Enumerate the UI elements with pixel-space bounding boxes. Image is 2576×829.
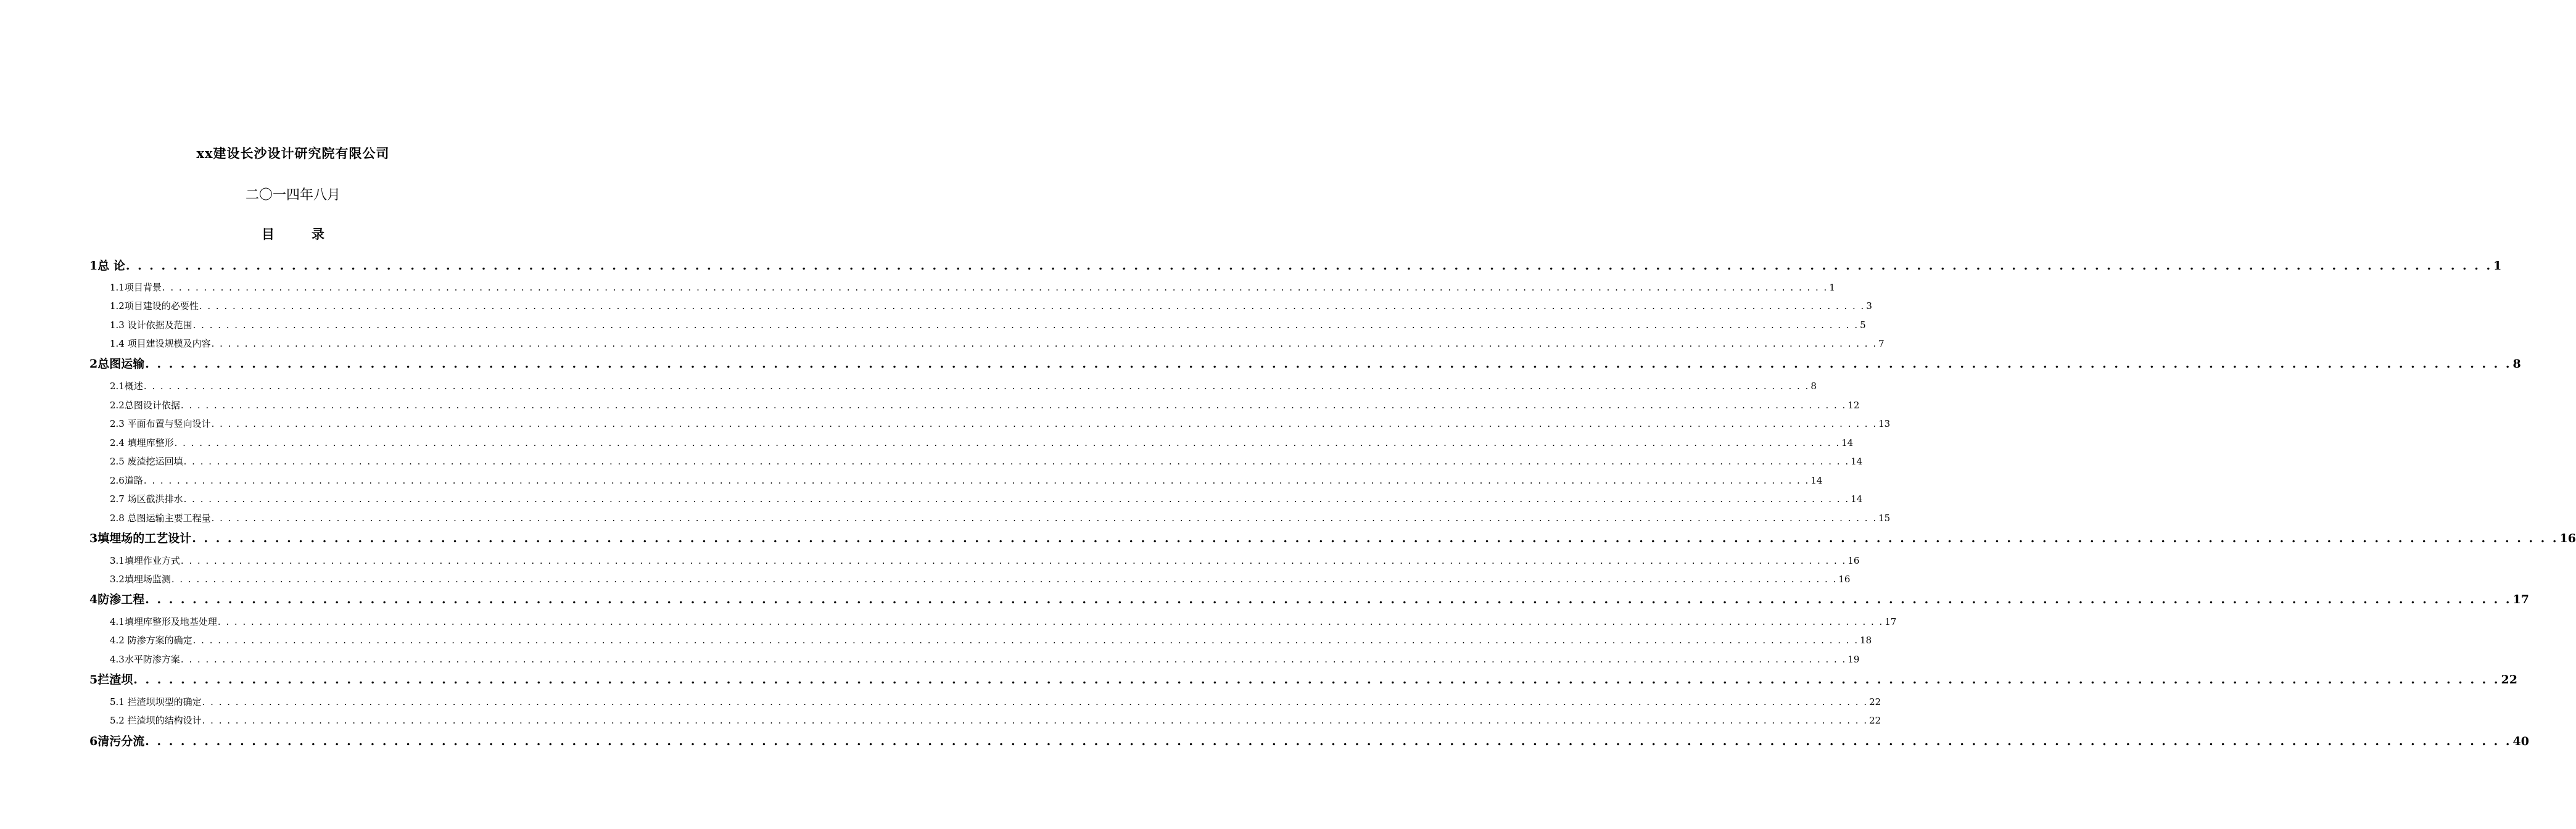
toc-section-entry[interactable] — [110, 511, 1891, 524]
report-date: 二〇一四年八月 — [245, 188, 341, 203]
toc-entry-page-number: 7 — [1878, 338, 1885, 349]
dot-leader: . . . . . . . . . . . . . . . . . . . . . . . . . . . . . . . . . . . . . . . . . . . . . . . . . . . . . . . . . . . . . . . . . . . . . . . . . . . . . . . . . . . . . . . . . . . . . . . . . . . . . . . . . . . . . . . . . . . . . . . . . . . . . . . . . . . . . . . . . . . . . . . . . . . . . . . . . . . . . . . . . . . . . . . . . . . . . . . . . . . . . . . . . . . . . . . . . . . . . . . . — [171, 574, 1838, 585]
toc-entry-page-number: 16 — [2559, 532, 2576, 545]
toc-entry-page-number: 22 — [1869, 696, 1881, 707]
dot-leader: . . . . . . . . . . . . . . . . . . . . . . . . . . . . . . . . . . . . . . . . . . . . . . . . . . . . . . . . . . . . . . . . . . . . . . . . . . . . . . . . . . . . . . . . . . . . . . . . . . . . . . . . . . . . . . . . . . . . . . . . . . . . . . . . . . . . . . . . . . . . . . . . . . . . . . . . . . . . . . . . . . . . . . . . . . . . . . . . . . . . . . . . . . . . . . . . . . . . . . . . — [217, 616, 1884, 627]
toc-chapter-entry[interactable] — [89, 355, 2521, 371]
toc-chapter-entry[interactable] — [89, 670, 2517, 687]
toc-section-entry[interactable] — [110, 379, 1817, 392]
toc-section-entry[interactable] — [110, 337, 1885, 350]
toc-entry-label: 4防渗工程 — [89, 593, 145, 606]
toc-entry-label: 1.4 项目建设规模及内容 — [110, 338, 211, 349]
toc-section-entry[interactable] — [110, 653, 1860, 666]
toc-title-right: 录 — [312, 226, 324, 242]
toc-entry-label: 3.2填埋场监测 — [110, 574, 171, 585]
dot-leader: . . . . . . . . . . . . . . . . . . . . . . . . . . . . . . . . . . . . . . . . . . . . . . . . . . . . . . . . . . . . . . . . . . . . . . . . . . . . . . . . . . . . . . . . . . . . . . . . . . . . . . . . . . . . . . . . . . . . . . . . . . . . . . . . . . . . . . . . . . . . . . . . . . . . . . . . . . . . . . . . . . . . . . . . . . . . . . . . . . . . . . . . . . . . . . . . . . . . . . . . — [211, 513, 1878, 524]
toc-entry-page-number: 16 — [1838, 574, 1851, 585]
dot-leader: . . . . . . . . . . . . . . . . . . . . . . . . . . . . . . . . . . . . . . . . . . . . . . . . . . . . . . . . . . . . . . . . . . . . . . . . . . . . . . . . . . . . . . . . . . . . . . . . . . . . . . . . . . . . . . . . . . . . . . . . . . . . . . . . . . . . . . . . . . . . . . . . . . . . . . . . . . . . . . . . . . . . . . . . . . . . . . . . . . . . . . . . . . . . . . . . . . . . . . . . — [180, 400, 1847, 411]
toc-chapter-entry[interactable] — [89, 529, 2576, 546]
toc-entry-page-number: 5 — [1860, 320, 1866, 331]
toc-section-entry[interactable] — [110, 417, 1891, 430]
toc-entry-page-number: 1 — [1829, 282, 1835, 293]
toc-entry-label: 6清污分流 — [89, 735, 145, 748]
toc-entry-label: 2.8 总图运输主要工程量 — [110, 513, 211, 524]
toc-entry-page-number: 14 — [1810, 475, 1823, 486]
toc-title — [0, 225, 586, 243]
dot-leader: . . . . . . . . . . . . . . . . . . . . . . . . . . . . . . . . . . . . . . . . . . . . . . . . . . . . . . . . . . . . . . . . . . . . . . . . . . . . . . . . . . . . . . . . . . . . . . . . . . . . . . . . . . . . . . . . . . . . . . . . . . . . . . . . . . . . . . . . . . . . . . . . . . . . . . . . . . . . . . . . . . . . . . . . . . . . . . . . . . . . . . . . . . . . . . . . . . . . . . . . — [143, 475, 1810, 486]
toc-section-entry[interactable] — [110, 398, 1860, 411]
toc-entry-page-number: 1 — [2493, 259, 2502, 273]
toc-entry-label: 3.1填埋作业方式 — [110, 555, 180, 566]
dot-leader: . . . . . . . . . . . . . . . . . . . . . . . . . . . . . . . . . . . . . . . . . . . . . . . . . . . . . . . . . . . . . . . . . . . . . . . . . . . . . . . . . . . . . . . . . . . . . . . . . . . . . . . . . . . . . . . . . . . . . . . . . . . . . . . . . . . . . . . . . . . . . . . . . . . . . . . . . . . . . . . . . . . . . . . . . . . . . . . . . . . . . . . . . . . . . . . . . . . . . . . . — [133, 673, 2500, 687]
toc-section-entry[interactable] — [110, 714, 1881, 727]
toc-entry-label: 5拦渣坝 — [89, 673, 133, 687]
toc-entry-label: 1总 论 — [89, 259, 125, 273]
toc-entry-page-number: 40 — [2512, 735, 2529, 748]
toc-entry-page-number: 18 — [1860, 635, 1872, 646]
toc-entry-label: 2.7 场区截洪排水 — [110, 493, 183, 505]
toc-entry-page-number: 15 — [1878, 513, 1891, 524]
dot-leader: . . . . . . . . . . . . . . . . . . . . . . . . . . . . . . . . . . . . . . . . . . . . . . . . . . . . . . . . . . . . . . . . . . . . . . . . . . . . . . . . . . . . . . . . . . . . . . . . . . . . . . . . . . . . . . . . . . . . . . . . . . . . . . . . . . . . . . . . . . . . . . . . . . . . . . . . . . . . . . . . . . . . . . . . . . . . . . . . . . . . . . . . . . . . . . . . . . . . . . . . — [180, 555, 1847, 566]
toc-entry-label: 4.3水平防渗方案 — [110, 654, 180, 665]
toc-entry-label: 4.1填埋库整形及地基处理 — [110, 616, 217, 627]
toc-entry-page-number: 19 — [1847, 654, 1860, 665]
toc-section-entry[interactable] — [110, 492, 1863, 505]
toc-entry-page-number: 13 — [1878, 418, 1891, 429]
toc-entry-page-number: 22 — [1869, 715, 1881, 726]
dot-leader: . . . . . . . . . . . . . . . . . . . . . . . . . . . . . . . . . . . . . . . . . . . . . . . . . . . . . . . . . . . . . . . . . . . . . . . . . . . . . . . . . . . . . . . . . . . . . . . . . . . . . . . . . . . . . . . . . . . . . . . . . . . . . . . . . . . . . . . . . . . . . . . . . . . . . . . . . . . . . . . . . . . . . . . . . . . . . . . . . . . . . . . . . . . . . . . . . . . . . . . . — [162, 282, 1828, 293]
toc-entry-page-number: 3 — [1866, 300, 1872, 311]
toc-entry-label: 2.2总图设计依据 — [110, 400, 180, 411]
toc-entry-label: 2.6道路 — [110, 475, 143, 486]
toc-entry-label: 4.2 防渗方案的确定 — [110, 635, 192, 646]
toc-section-entry[interactable] — [110, 455, 1863, 468]
toc-entry-page-number: 17 — [1885, 616, 1897, 627]
toc-entry-label: 1.1项目背景 — [110, 282, 162, 293]
toc-section-entry[interactable] — [110, 299, 1872, 312]
toc-chapter-entry[interactable] — [89, 590, 2529, 607]
toc-entry-page-number: 14 — [1851, 493, 1863, 505]
dot-leader: . . . . . . . . . . . . . . . . . . . . . . . . . . . . . . . . . . . . . . . . . . . . . . . . . . . . . . . . . . . . . . . . . . . . . . . . . . . . . . . . . . . . . . . . . . . . . . . . . . . . . . . . . . . . . . . . . . . . . . . . . . . . . . . . . . . . . . . . . . . . . . . . . . . . . . . . . . . . . . . . . . . . . . . . . . . . . . . . . . . . . . . . . . . . . . . . . . . . . . . . — [211, 338, 1878, 349]
dot-leader: . . . . . . . . . . . . . . . . . . . . . . . . . . . . . . . . . . . . . . . . . . . . . . . . . . . . . . . . . . . . . . . . . . . . . . . . . . . . . . . . . . . . . . . . . . . . . . . . . . . . . . . . . . . . . . . . . . . . . . . . . . . . . . . . . . . . . . . . . . . . . . . . . . . . . . . . . . . . . . . . . . . . . . . . . . . . . . . . . . . . . . . . . . . . . . . . . . . . . . . . — [174, 437, 1841, 448]
toc-section-entry[interactable] — [110, 281, 1835, 294]
toc-entry-label: 2.5 废渣挖运回填 — [110, 456, 183, 467]
toc-entry-label: 5.2 拦渣坝的结构设计 — [110, 715, 202, 726]
toc-chapter-entry[interactable] — [89, 257, 2502, 273]
toc-entry-label: 2.1概述 — [110, 381, 143, 392]
dot-leader: . . . . . . . . . . . . . . . . . . . . . . . . . . . . . . . . . . . . . . . . . . . . . . . . . . . . . . . . . . . . . . . . . . . . . . . . . . . . . . . . . . . . . . . . . . . . . . . . . . . . . . . . . . . . . . . . . . . . . . . . . . . . . . . . . . . . . . . . . . . . . . . . . . . . . . . . . . . . . . . . . . . . . . . . . . . . . . . . . . . . . . . . . . . . . . . . . . . . . . . . — [211, 418, 1878, 429]
toc-entry-page-number: 22 — [2501, 673, 2517, 687]
toc-entry-label: 2.4 填埋库整形 — [110, 437, 174, 448]
dot-leader: . . . . . . . . . . . . . . . . . . . . . . . . . . . . . . . . . . . . . . . . . . . . . . . . . . . . . . . . . . . . . . . . . . . . . . . . . . . . . . . . . . . . . . . . . . . . . . . . . . . . . . . . . . . . . . . . . . . . . . . . . . . . . . . . . . . . . . . . . . . . . . . . . . . . . . . . . . . . . . . . . . . . . . . . . . . . . . . . . . . . . . . . . . . . . . . . . . . . . . . . — [145, 357, 2512, 371]
toc-entry-label: 3填埋场的工艺设计 — [89, 532, 192, 545]
dot-leader: . . . . . . . . . . . . . . . . . . . . . . . . . . . . . . . . . . . . . . . . . . . . . . . . . . . . . . . . . . . . . . . . . . . . . . . . . . . . . . . . . . . . . . . . . . . . . . . . . . . . . . . . . . . . . . . . . . . . . . . . . . . . . . . . . . . . . . . . . . . . . . . . . . . . . . . . . . . . . . . . . . . . . . . . . . . . . . . . . . . . . . . . . . . . . . . . . . . . . . . . — [202, 696, 1868, 707]
dot-leader: . . . . . . . . . . . . . . . . . . . . . . . . . . . . . . . . . . . . . . . . . . . . . . . . . . . . . . . . . . . . . . . . . . . . . . . . . . . . . . . . . . . . . . . . . . . . . . . . . . . . . . . . . . . . . . . . . . . . . . . . . . . . . . . . . . . . . . . . . . . . . . . . . . . . . . . . . . . . . . . . . . . . . . . . . . . . . . . . . . . . . . . . . . . . . . . . . . . . . . . . — [180, 654, 1847, 665]
toc-section-entry[interactable] — [110, 633, 1872, 646]
toc-entry-label: 1.2项目建设的必要性 — [110, 300, 199, 311]
dot-leader: . . . . . . . . . . . . . . . . . . . . . . . . . . . . . . . . . . . . . . . . . . . . . . . . . . . . . . . . . . . . . . . . . . . . . . . . . . . . . . . . . . . . . . . . . . . . . . . . . . . . . . . . . . . . . . . . . . . . . . . . . . . . . . . . . . . . . . . . . . . . . . . . . . . . . . . . . . . . . . . . . . . . . . . . . . . . . . . . . . . . . . . . . . . . . . . . . . . . . . . . — [192, 320, 1859, 331]
toc-entry-label: 2总图运输 — [89, 357, 145, 371]
toc-section-entry[interactable] — [110, 695, 1881, 708]
dot-leader: . . . . . . . . . . . . . . . . . . . . . . . . . . . . . . . . . . . . . . . . . . . . . . . . . . . . . . . . . . . . . . . . . . . . . . . . . . . . . . . . . . . . . . . . . . . . . . . . . . . . . . . . . . . . . . . . . . . . . . . . . . . . . . . . . . . . . . . . . . . . . . . . . . . . . . . . . . . . . . . . . . . . . . . . . . . . . . . . . . . . . . . . . . . . . . . . . . . . . . . . — [143, 381, 1810, 392]
toc-entry-page-number: 14 — [1851, 456, 1863, 467]
dot-leader: . . . . . . . . . . . . . . . . . . . . . . . . . . . . . . . . . . . . . . . . . . . . . . . . . . . . . . . . . . . . . . . . . . . . . . . . . . . . . . . . . . . . . . . . . . . . . . . . . . . . . . . . . . . . . . . . . . . . . . . . . . . . . . . . . . . . . . . . . . . . . . . . . . . . . . . . . . . . . . . . . . . . . . . . . . . . . . . . . . . . . . . . . . . . . . . . . . . . . . . . — [145, 593, 2512, 606]
toc-entry-label: 2.3 平面布置与竖向设计 — [110, 418, 211, 429]
dot-leader: . . . . . . . . . . . . . . . . . . . . . . . . . . . . . . . . . . . . . . . . . . . . . . . . . . . . . . . . . . . . . . . . . . . . . . . . . . . . . . . . . . . . . . . . . . . . . . . . . . . . . . . . . . . . . . . . . . . . . . . . . . . . . . . . . . . . . . . . . . . . . . . . . . . . . . . . . . . . . . . . . . . . . . . . . . . . . . . . . . . . . . . . . . . . . . . . . . . . . . . . — [125, 259, 2493, 273]
toc-entry-label: 5.1 拦渣坝坝型的确定 — [110, 696, 202, 707]
toc-section-entry[interactable] — [110, 318, 1866, 331]
toc-entry-page-number: 12 — [1847, 400, 1860, 411]
toc-section-entry[interactable] — [110, 436, 1854, 449]
dot-leader: . . . . . . . . . . . . . . . . . . . . . . . . . . . . . . . . . . . . . . . . . . . . . . . . . . . . . . . . . . . . . . . . . . . . . . . . . . . . . . . . . . . . . . . . . . . . . . . . . . . . . . . . . . . . . . . . . . . . . . . . . . . . . . . . . . . . . . . . . . . . . . . . . . . . . . . . . . . . . . . . . . . . . . . . . . . . . . . . . . . . . . . . . . . . . . . . . . . . . . . . — [202, 715, 1868, 726]
dot-leader: . . . . . . . . . . . . . . . . . . . . . . . . . . . . . . . . . . . . . . . . . . . . . . . . . . . . . . . . . . . . . . . . . . . . . . . . . . . . . . . . . . . . . . . . . . . . . . . . . . . . . . . . . . . . . . . . . . . . . . . . . . . . . . . . . . . . . . . . . . . . . . . . . . . . . . . . . . . . . . . . . . . . . . . . . . . . . . . . . . . . . . . . . . . . . . . . . . . . . . . . — [183, 456, 1850, 467]
toc-chapter-entry[interactable] — [89, 732, 2529, 749]
toc-entry-page-number: 14 — [1841, 437, 1854, 448]
toc-section-entry[interactable] — [110, 474, 1823, 487]
toc-entry-label: 1.3 设计依据及范围 — [110, 320, 192, 331]
toc-entry-page-number: 17 — [2512, 593, 2529, 606]
toc-entry-page-number: 16 — [1847, 555, 1860, 566]
toc-section-entry[interactable] — [110, 615, 1897, 628]
toc-entry-page-number: 8 — [2512, 357, 2521, 371]
dot-leader: . . . . . . . . . . . . . . . . . . . . . . . . . . . . . . . . . . . . . . . . . . . . . . . . . . . . . . . . . . . . . . . . . . . . . . . . . . . . . . . . . . . . . . . . . . . . . . . . . . . . . . . . . . . . . . . . . . . . . . . . . . . . . . . . . . . . . . . . . . . . . . . . . . . . . . . . . . . . . . . . . . . . . . . . . . . . . . . . . . . . . . . . . . . . . . . . . . . . . . . . — [145, 735, 2512, 748]
dot-leader: . . . . . . . . . . . . . . . . . . . . . . . . . . . . . . . . . . . . . . . . . . . . . . . . . . . . . . . . . . . . . . . . . . . . . . . . . . . . . . . . . . . . . . . . . . . . . . . . . . . . . . . . . . . . . . . . . . . . . . . . . . . . . . . . . . . . . . . . . . . . . . . . . . . . . . . . . . . . . . . . . . . . . . . . . . . . . . . . . . . . . . . . . . . . . . . . . . . . . . . . — [192, 532, 2559, 545]
toc-title-left: 目 — [262, 226, 275, 242]
toc-section-entry[interactable] — [110, 554, 1860, 567]
dot-leader: . . . . . . . . . . . . . . . . . . . . . . . . . . . . . . . . . . . . . . . . . . . . . . . . . . . . . . . . . . . . . . . . . . . . . . . . . . . . . . . . . . . . . . . . . . . . . . . . . . . . . . . . . . . . . . . . . . . . . . . . . . . . . . . . . . . . . . . . . . . . . . . . . . . . . . . . . . . . . . . . . . . . . . . . . . . . . . . . . . . . . . . . . . . . . . . . . . . . . . . . — [183, 493, 1850, 505]
toc-entry-page-number: 8 — [1810, 381, 1817, 392]
dot-leader: . . . . . . . . . . . . . . . . . . . . . . . . . . . . . . . . . . . . . . . . . . . . . . . . . . . . . . . . . . . . . . . . . . . . . . . . . . . . . . . . . . . . . . . . . . . . . . . . . . . . . . . . . . . . . . . . . . . . . . . . . . . . . . . . . . . . . . . . . . . . . . . . . . . . . . . . . . . . . . . . . . . . . . . . . . . . . . . . . . . . . . . . . . . . . . . . . . . . . . . . — [199, 300, 1865, 311]
dot-leader: . . . . . . . . . . . . . . . . . . . . . . . . . . . . . . . . . . . . . . . . . . . . . . . . . . . . . . . . . . . . . . . . . . . . . . . . . . . . . . . . . . . . . . . . . . . . . . . . . . . . . . . . . . . . . . . . . . . . . . . . . . . . . . . . . . . . . . . . . . . . . . . . . . . . . . . . . . . . . . . . . . . . . . . . . . . . . . . . . . . . . . . . . . . . . . . . . . . . . . . . — [192, 635, 1859, 646]
toc-section-entry[interactable] — [110, 572, 1851, 585]
company-name: xx建设长沙设计研究院有限公司 — [196, 146, 390, 161]
